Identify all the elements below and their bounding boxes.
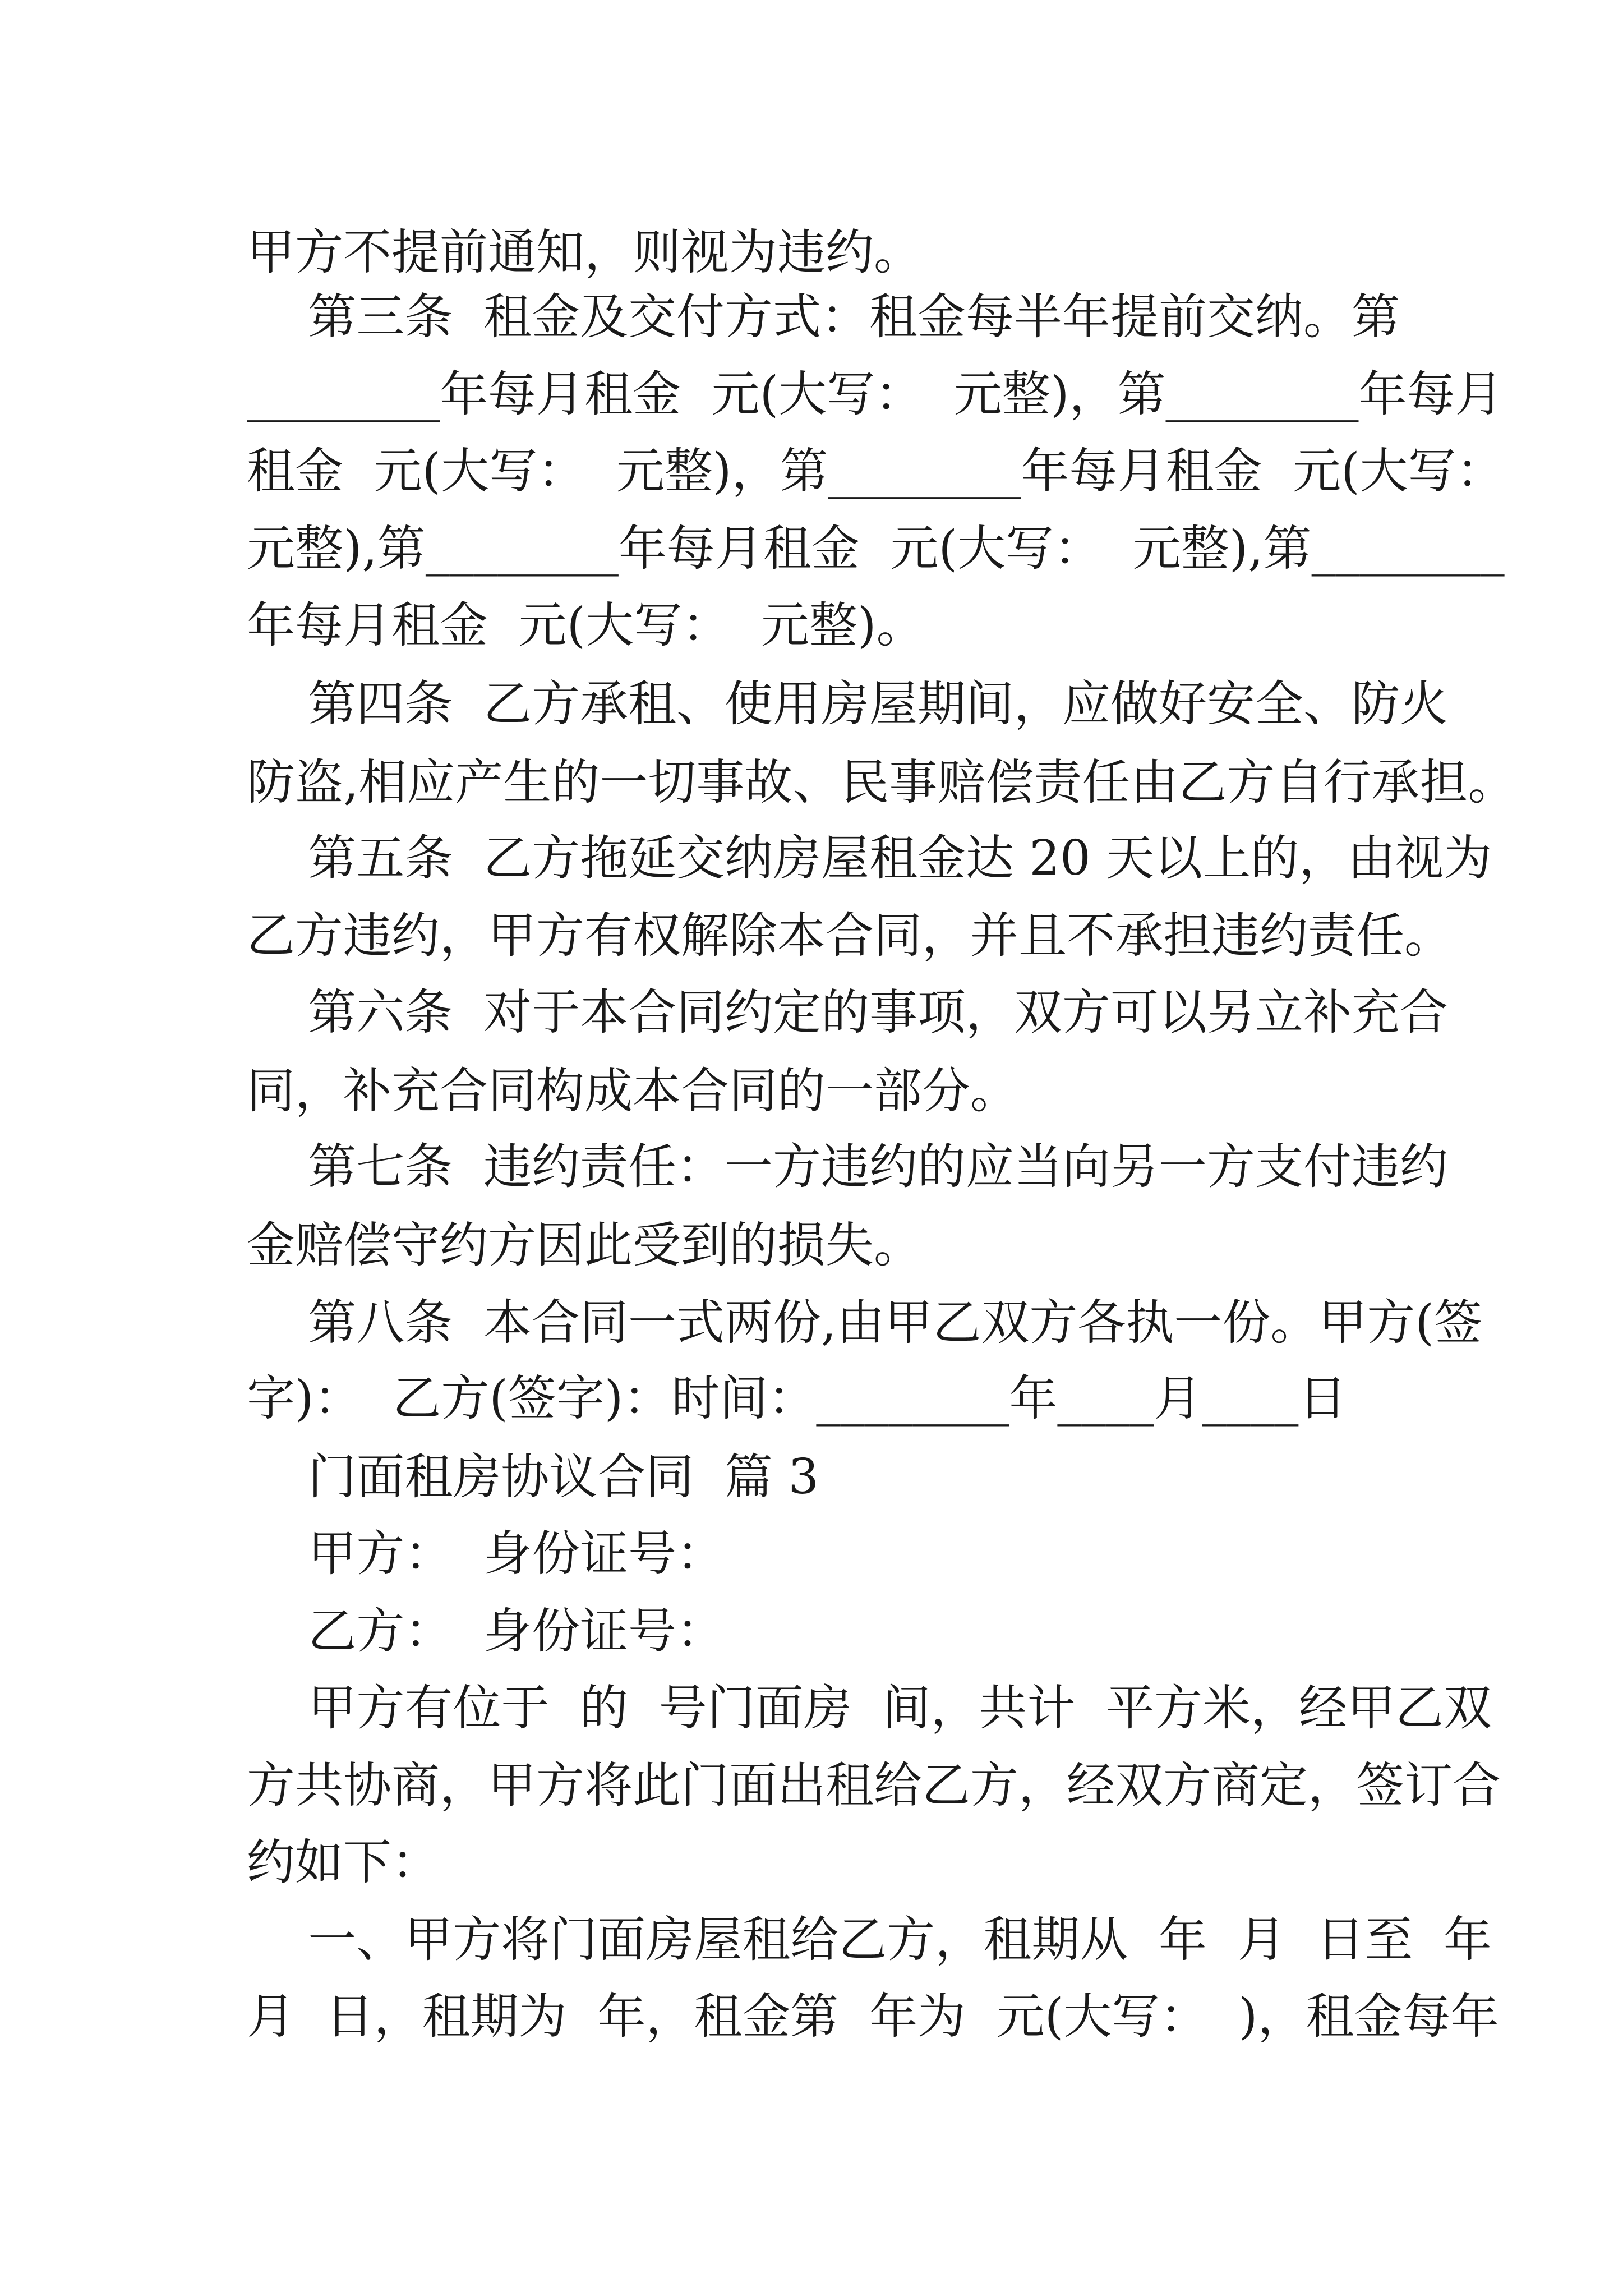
text-line: 同，补充合同构成本合同的一部分。	[247, 1063, 1018, 1119]
text-line: 第五条 乙方拖延交纳房屋租金达 20 天以上的，由视为	[247, 830, 1492, 886]
text-line: 乙方违约，甲方有权解除本合同，并且不承担违约责任。	[247, 908, 1453, 964]
text-line: 字)： 乙方(签字)：时间：________年____月____日	[247, 1370, 1347, 1427]
text-line: ________年每月租金 元(大写： 元整)，第________年每月	[247, 366, 1504, 422]
text-line: 甲方不提前通知，则视为违约。	[247, 224, 922, 280]
text-line: 约如下：	[247, 1834, 440, 1890]
section-heading: 门面租房协议合同 篇 3	[247, 1449, 819, 1505]
text-line: 乙方： 身份证号：	[247, 1603, 725, 1659]
text-line: 元整),第________年每月租金 元(大写： 元整),第________	[247, 521, 1505, 577]
text-line: 防盗,相应产生的一切事故、民事赔偿责任由乙方自行承担。	[247, 754, 1516, 811]
text-line: 月 日，租期为 年，租金第 年为 元(大写： )，租金每年	[247, 1989, 1499, 2045]
text-line: 甲方有位于 的 号门面房 间，共计 平方米，经甲乙双	[247, 1680, 1492, 1736]
text-line: 租金 元(大写： 元整)，第________年每月租金 元(大写：	[247, 443, 1505, 499]
text-line: 甲方： 身份证号：	[247, 1526, 725, 1582]
text-line: 第七条 违约责任：一方违约的应当向另一方支付违约	[247, 1139, 1449, 1195]
text-line: 年每月租金 元(大写： 元整)。	[247, 597, 925, 654]
text-line: 金赔偿守约方因此受到的损失。	[247, 1217, 922, 1273]
text-line: 方共协商，甲方将此门面出租给乙方，经双方商定，签订合	[247, 1757, 1501, 1814]
text-line: 第三条 租金及交付方式：租金每半年提前交纳。第	[247, 289, 1400, 345]
text-line: 第六条 对于本合同约定的事项，双方可以另立补充合	[247, 984, 1449, 1041]
text-line: 第四条 乙方承租、使用房屋期间，应做好安全、防火	[247, 676, 1449, 732]
text-line: 第八条 本合同一式两份,由甲乙双方各执一份。甲方(签	[247, 1295, 1482, 1351]
text-line: 一、甲方将门面房屋租给乙方，租期从 年 月 日至 年	[247, 1912, 1492, 1968]
